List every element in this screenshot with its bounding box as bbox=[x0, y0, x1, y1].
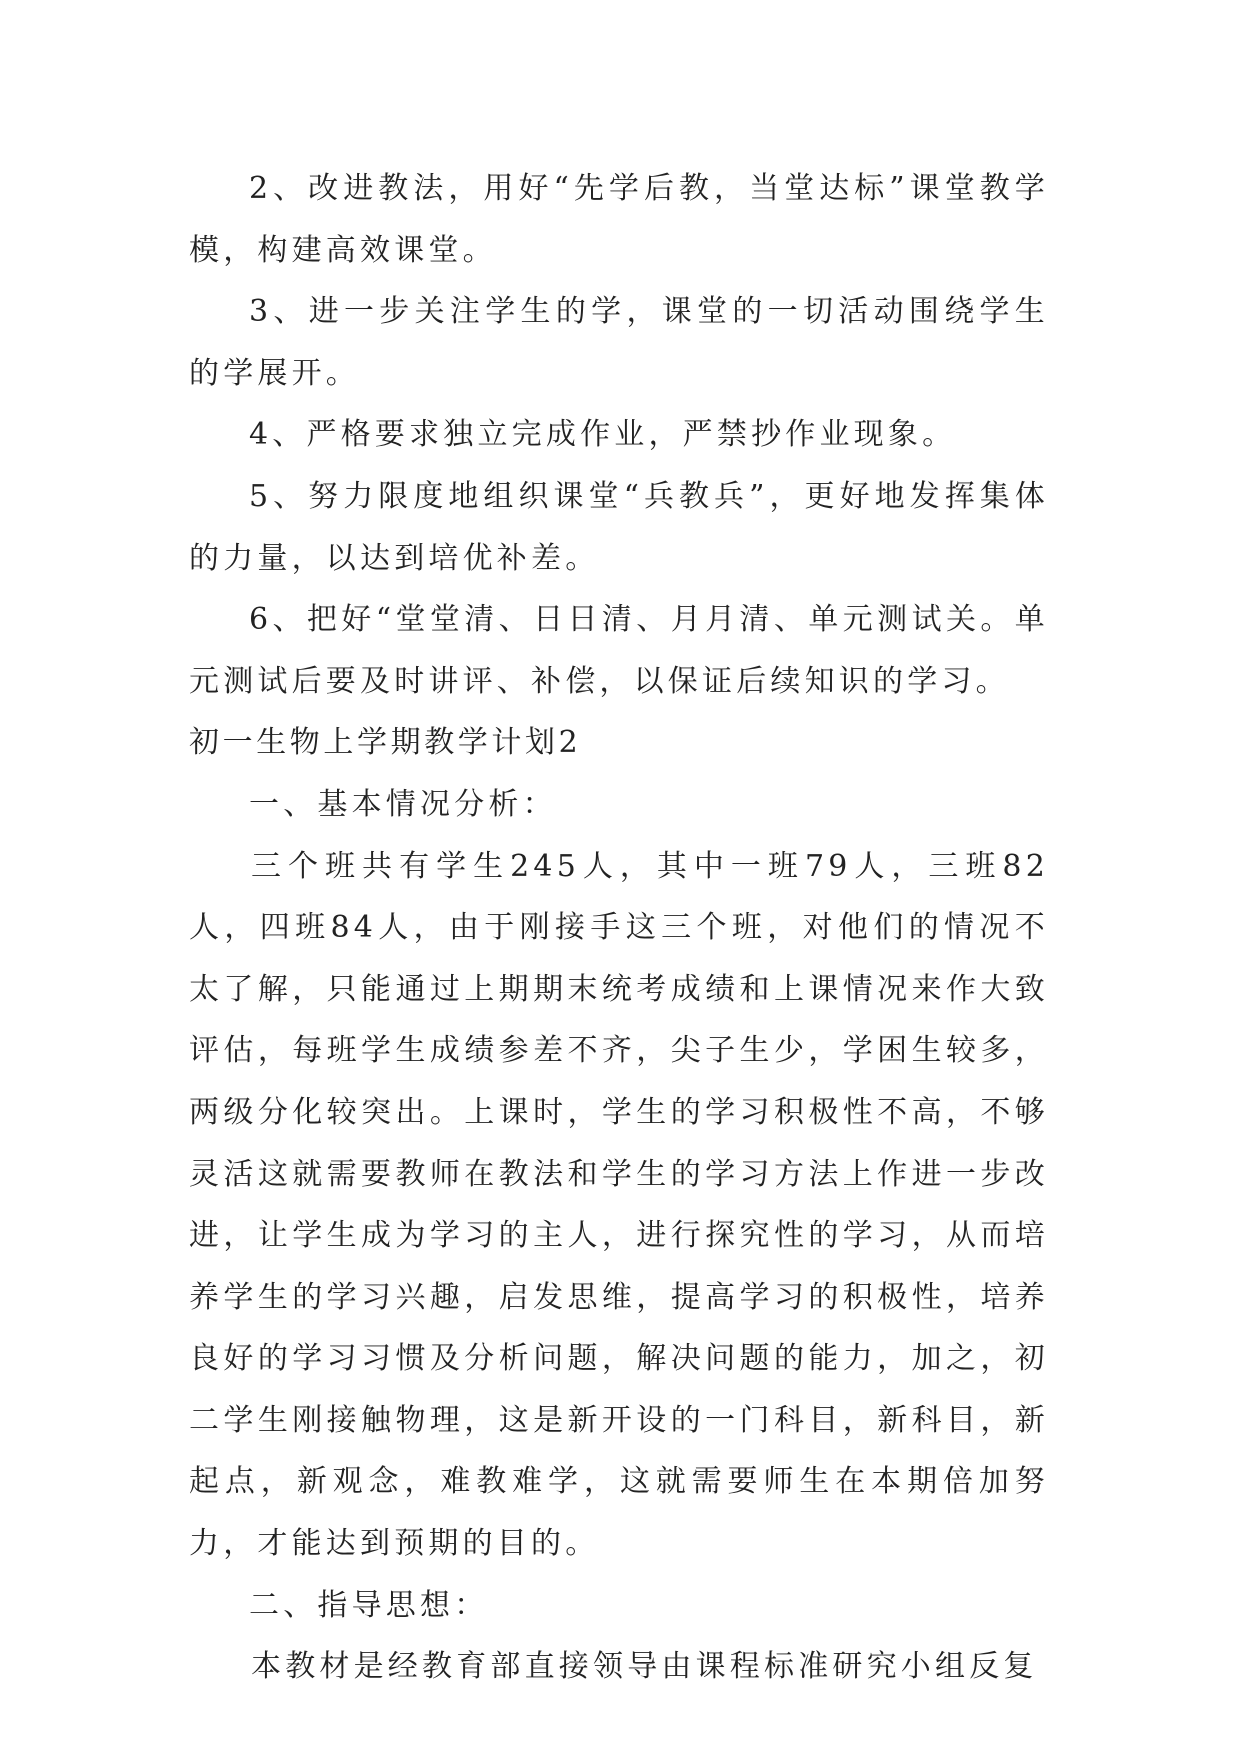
paragraph-item-6: 6、把好“堂堂清、日日清、月月清、单元测试关。单元测试后要及时讲评、补偿，以保证后续知识的学习。 bbox=[189, 602, 1049, 699]
paragraph-item-3: 3、进一步关注学生的学，课堂的一切活动围绕学生的学展开。 bbox=[189, 294, 1049, 391]
paragraph-item-4: 4、严格要求独立完成作业，严禁抄作业现象。 bbox=[249, 417, 957, 453]
section-title: 初一生物上学期教学计划2 bbox=[189, 725, 582, 761]
section1-body: 三个班共有学生245人，其中一班79人，三班82人，四班84人，由于刚接手这三个班，对他们的情况不太了解，只能通过上期期末统考成绩和上课情况来作大致评估，每班学生成绩参差不齐，尖子生少，学困生较多，两级分化较突出。上课时，学生的学习积极性不高，不够灵活这就需要教师在教法和学生的学习方法上作进一步改进，让学生成为学习的主人，进行探究性的学习，从而培养学生的学习兴趣，启发思维，提高学习的积极性，培养良好的学习习惯及分析问题，解决问题的能力，加之，初二学生刚接触物理，这是新开设的一门科目，新科目，新起点，新观念，难教难学，这就需要师生在本期倍加努力，才能达到预期的目的。 bbox=[189, 848, 1049, 1562]
section2-body: 本教材是经教育部直接领导由课程标准研究小组反复 bbox=[251, 1649, 1038, 1685]
paragraph-item-2: 2、改进教法，用好“先学后教，当堂达标”课堂教学模，构建高效课堂。 bbox=[189, 171, 1049, 268]
document-body bbox=[189, 158, 1049, 1698]
paragraph-item-5: 5、努力限度地组织课堂“兵教兵”，更好地发挥集体的力量，以达到培优补差。 bbox=[189, 478, 1049, 576]
section1-heading: 一、基本情况分析： bbox=[249, 786, 557, 822]
section2-heading: 二、指导思想： bbox=[249, 1587, 489, 1623]
